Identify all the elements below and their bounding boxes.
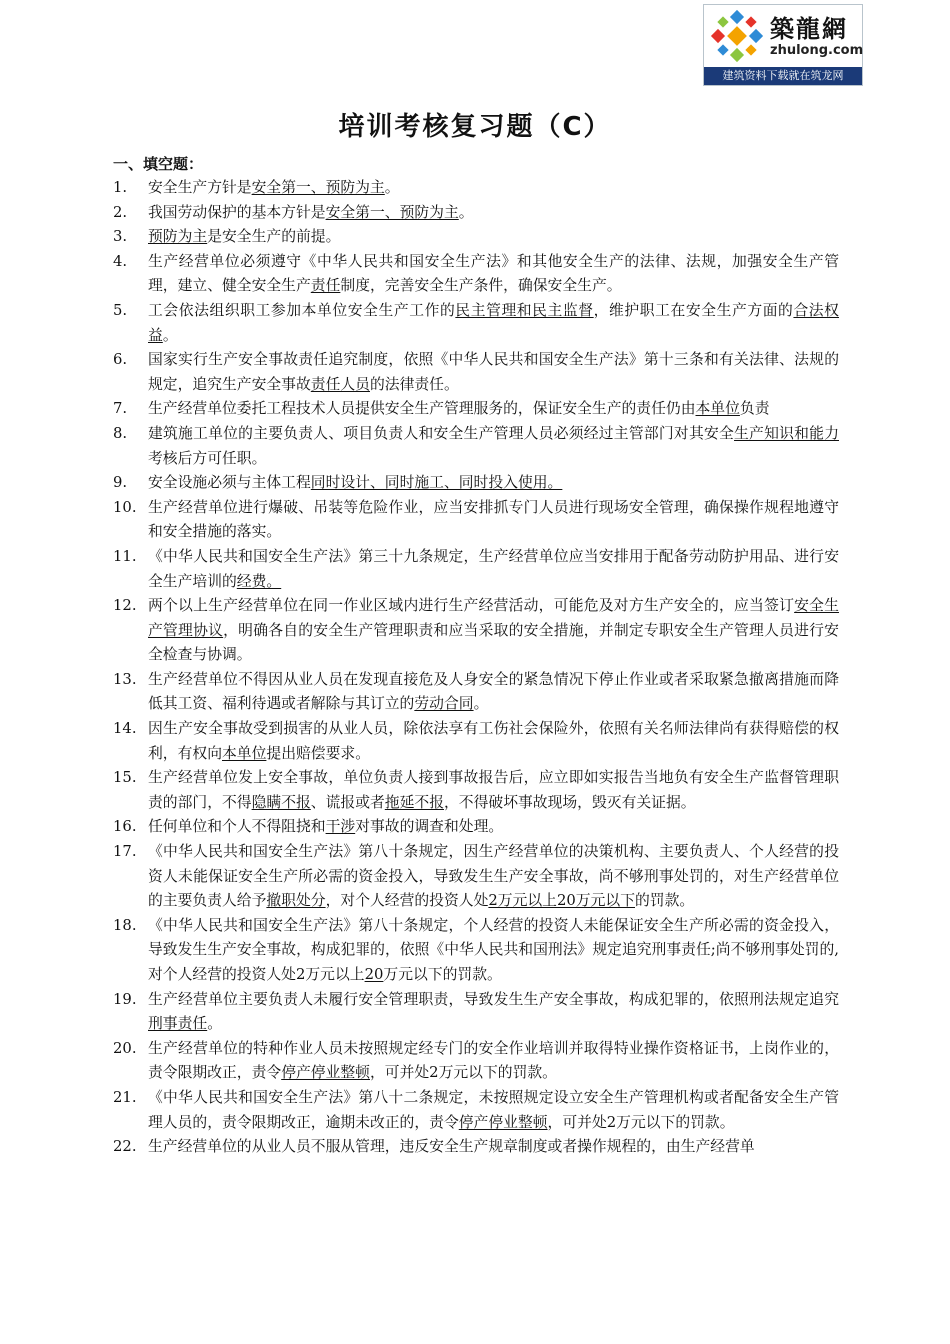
- answer-blank: 责任: [310, 277, 341, 295]
- question-text: 《中华人民共和国安全生产法》第八十条规定，因生产经营单位的决策机构、主要负责人、个人经营的投资人未能保证安全生产所必需的资金投入，导致发生生产安全事故，尚不够刑事处罚的，对生产经营单位的主要负责人给予: [148, 843, 839, 910]
- question-text: 安全设施必须与主体工程: [148, 474, 311, 492]
- question-text: 国家实行生产安全事故责任追究制度，依照《中华人民共和国安全生产法》第十三条和有关法律、法规的规定，追究生产安全事故: [148, 351, 839, 393]
- question-item: [113, 397, 839, 422]
- question-item: [113, 1135, 839, 1160]
- question-text: 《中华人民共和国安全生产法》第三十九条规定，生产经营单位应当安排用于配备劳动防护用品、进行安全生产培训的: [148, 547, 839, 590]
- answer-blank: 本单位: [695, 400, 740, 418]
- question-text: 对事故的调查和处理。: [355, 818, 504, 836]
- question-item: [113, 496, 839, 545]
- question-text: 任何单位和个人不得阻挠和: [148, 818, 326, 836]
- question-text: 负责: [739, 400, 770, 418]
- question-list: [113, 176, 839, 1160]
- question-text: 工会依法组织职工参加本单位安全生产工作的: [148, 301, 456, 319]
- answer-blank: 2万元以上20万元以下: [488, 892, 635, 910]
- question-number: 9.: [113, 474, 128, 492]
- question-number: 1.: [113, 179, 128, 196]
- question-number: 5.: [113, 301, 128, 319]
- question-text: 是安全生产的前提。: [207, 228, 341, 246]
- question-text: 生产经营单位必须遵守《中华人民共和国安全生产法》和其他安全生产的法律、法规，加强安全生产管理，建立、健全安全生产: [148, 252, 839, 295]
- question-number: 7.: [113, 400, 128, 418]
- question-item: [113, 840, 839, 914]
- answer-blank: 20: [364, 966, 384, 983]
- question-number: 15.: [113, 769, 137, 787]
- question-text: ，对个人经营的投资人处: [325, 892, 489, 910]
- question-text: 。: [384, 179, 400, 196]
- question-text: 提出赔偿要求。: [266, 744, 370, 762]
- answer-blank: 安全生产管理协议: [148, 597, 839, 639]
- answer-blank: 民主管理和民主监督: [455, 301, 594, 319]
- question-text: 两个以上生产经营单位在同一作业区域内进行生产经营活动，可能危及对方生产安全的，应当签订: [148, 597, 795, 615]
- question-text: 《中华人民共和国安全生产法》第八十条规定，个人经营的投资人未能保证安全生产所必需的资金投入，导致发生生产安全事故，构成犯罪的，依照《中华人民共和国刑法》规定追究刑事责任;尚不够刑事处罚的,对个人经营的投资人处2万元以上: [148, 916, 839, 983]
- answer-blank: 同时设计、同时施工、同时投入使用。: [310, 474, 563, 492]
- answer-blank: 安全第一、预防为主: [251, 179, 385, 196]
- question-item: [113, 422, 839, 471]
- logo-name: 築龍網: [770, 14, 848, 43]
- question-text: 生产经营单位进行爆破、吊装等危险作业，应当安排抓专门人员进行现场安全管理，确保操作规程地遵守和安全措施的落实。: [148, 498, 839, 541]
- answer-blank: 责任人员: [310, 375, 370, 393]
- question-text: ，维护职工在安全生产方面的: [593, 301, 794, 319]
- logo-url: zhulong.com: [770, 43, 864, 58]
- question-text: ，明确各自的安全生产管理职责和应当采取的安全措施，并制定专职安全生产管理人员进行安全检查与协调。: [148, 621, 839, 664]
- question-item: [113, 201, 839, 226]
- question-text: 的罚款。: [635, 892, 695, 910]
- question-number: 8.: [113, 424, 128, 442]
- question-number: 13.: [113, 670, 137, 688]
- question-text: 生产经营单位的从业人员不服从管理，违反安全生产规章制度或者操作规程的，由生产经营单: [148, 1138, 755, 1156]
- answer-blank: 合法权益: [148, 301, 839, 344]
- question-text: 建筑施工单位的主要负责人、项目负责人和安全生产管理人员必须经过主管部门对其安全: [148, 424, 735, 442]
- question-text: 生产经营单位不得因从业人员在发现直接危及人身安全的紧急情况下停止作业或者采取紧急撤离措施而降低其工资、福利待遇或者解除与其订立的: [148, 670, 839, 713]
- question-text: 《中华人民共和国安全生产法》第八十二条规定，未按照规定设立安全生产管理机构或者配备安全生产管理人员的，责令限期改正，逾期未改正的，责令: [148, 1088, 839, 1131]
- question-number: 16.: [113, 818, 137, 836]
- question-text: 生产经营单位委托工程技术人员提供安全生产管理服务的，保证安全生产的责任仍由: [148, 400, 696, 418]
- question-number: 20.: [113, 1039, 137, 1057]
- question-item: [113, 668, 839, 717]
- question-text: 生产经营单位发上安全事故，单位负责人接到事故报告后，应立即如实报告当地负有安全生产监督管理职责的部门，不得: [148, 769, 839, 811]
- question-text: 。: [458, 203, 474, 221]
- answer-blank: 经费。: [236, 572, 282, 590]
- logo-tagline: 建筑资料下载就在筑龙网: [704, 67, 862, 85]
- answer-blank: 撤职处分: [266, 892, 326, 910]
- question-item: [113, 471, 839, 496]
- question-item: [113, 717, 839, 766]
- answer-blank: 预防为主: [148, 228, 208, 246]
- question-item: [113, 988, 839, 1037]
- question-item: [113, 348, 839, 397]
- question-item: [113, 914, 839, 988]
- question-item: [113, 1037, 839, 1086]
- answer-blank: 本单位: [222, 744, 267, 762]
- zhulong-logo: [703, 4, 863, 86]
- question-text: 生产经营单位主要负责人未履行安全管理职责，导致发生生产安全事故，构成犯罪的，依照刑法规定追究: [148, 990, 839, 1008]
- question-item: [113, 225, 839, 250]
- question-text: 考核后方可任职。: [148, 449, 267, 467]
- answer-blank: 隐瞒不报: [251, 793, 311, 811]
- question-text: 。: [207, 1015, 223, 1033]
- question-item: [113, 176, 839, 201]
- question-item: [113, 1086, 839, 1135]
- answer-blank: 生产知识和能力: [734, 424, 839, 442]
- question-number: 19.: [113, 990, 137, 1008]
- answer-blank: 劳动合同: [414, 695, 474, 713]
- question-number: 14.: [113, 720, 137, 738]
- answer-blank: 安全第一、预防为主: [325, 203, 459, 221]
- question-item: [113, 299, 839, 348]
- question-number: 4.: [113, 252, 128, 270]
- question-text: 。: [162, 326, 178, 344]
- question-number: 22.: [113, 1138, 137, 1156]
- question-text: 、谎报或者: [310, 793, 385, 811]
- question-number: 11.: [113, 547, 137, 565]
- question-number: 6.: [113, 351, 128, 369]
- question-text: 因生产安全事故受到损害的从业人员，除依法享有工伤社会保险外，依照有关名师法律尚有获得赔偿的权利，有权向: [148, 720, 839, 762]
- answer-blank: 刑事责任: [148, 1015, 208, 1033]
- question-number: 21.: [113, 1088, 137, 1106]
- question-text: 生产经营单位的特种作业人员未按照规定经专门的安全作业培训并取得特业操作资格证书，上岗作业的，责令限期改正，责令: [148, 1039, 839, 1082]
- question-number: 3.: [113, 228, 128, 246]
- question-number: 2.: [113, 203, 128, 221]
- document-title: 培训考核复习题（C）: [338, 112, 612, 142]
- question-text: 的法律责任。: [369, 375, 459, 393]
- question-text: ，不得破坏事故现场，毁灭有关证据。: [444, 793, 696, 811]
- question-text: 我国劳动保护的基本方针是: [148, 203, 326, 221]
- question-number: 18.: [113, 916, 137, 934]
- answer-blank: 停产停业整顿: [458, 1113, 548, 1131]
- question-text: 安全生产方针是: [148, 179, 252, 196]
- question-text: ，可并处2万元以下的罚款。: [547, 1113, 735, 1131]
- question-number: 10.: [113, 498, 137, 516]
- answer-blank: 拖延不报: [384, 793, 444, 811]
- question-text: 。: [473, 695, 489, 713]
- question-item: [113, 815, 839, 840]
- question-text: ，可并处2万元以下的罚款。: [369, 1064, 557, 1082]
- question-item: [113, 766, 839, 815]
- question-number: 17.: [113, 843, 137, 861]
- section-heading: 一、填空题：: [113, 155, 204, 173]
- answer-blank: 停产停业整顿: [281, 1064, 370, 1082]
- snowflake-logo-icon: [710, 9, 764, 63]
- question-item: [113, 250, 839, 299]
- question-item: [113, 594, 839, 668]
- question-number: 12.: [113, 597, 137, 615]
- question-text: 制度，完善安全生产条件，确保安全生产。: [340, 277, 622, 295]
- answer-blank: 干涉: [325, 818, 356, 836]
- question-text: 万元以下的罚款。: [383, 966, 502, 983]
- question-item: [113, 545, 839, 594]
